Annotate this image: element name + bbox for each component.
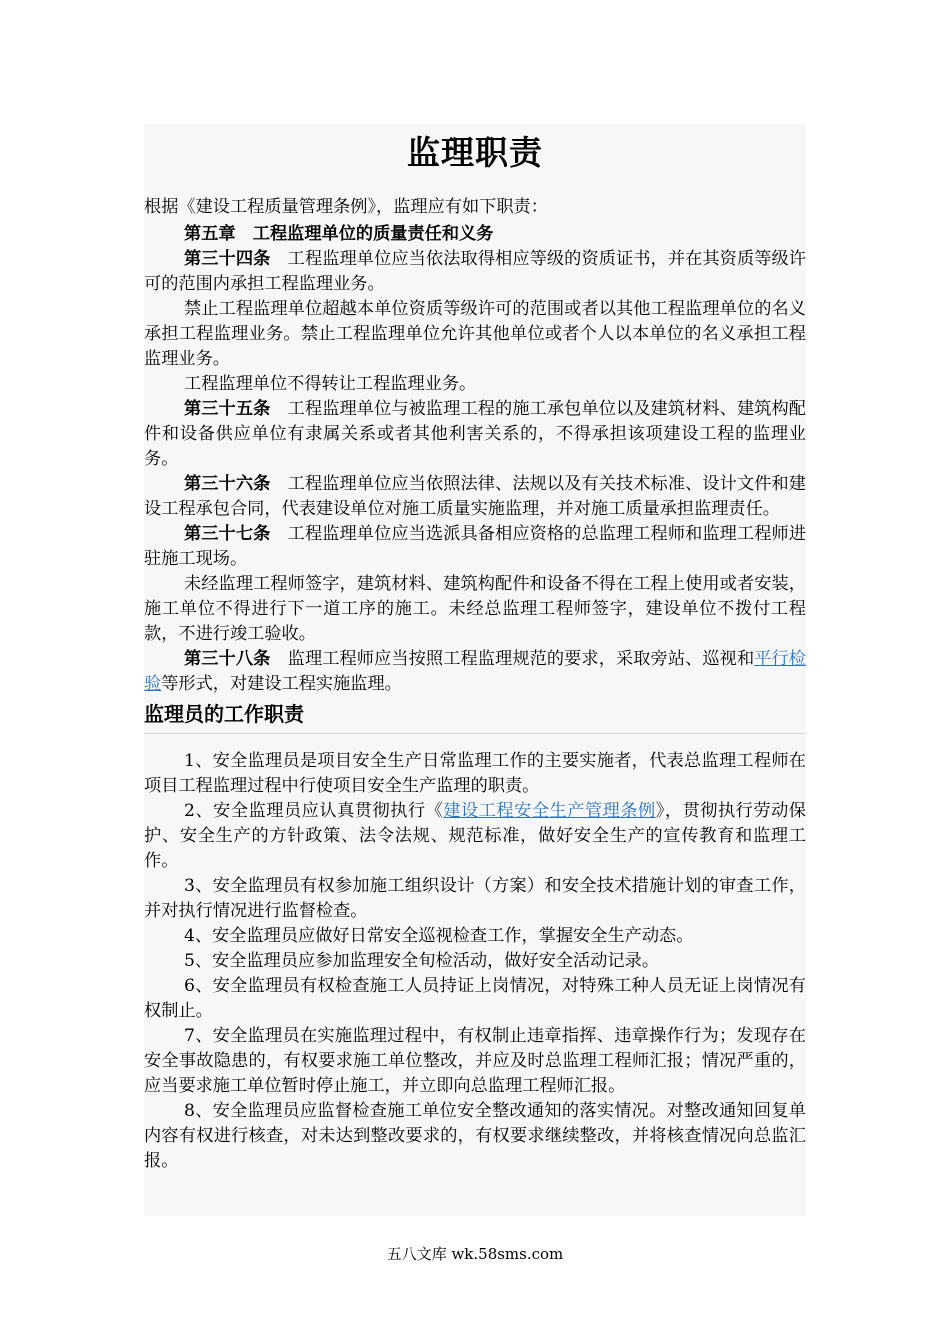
article-38-text-a: 监理工程师应当按照工程监理规范的要求，采取旁站、巡视和	[270, 649, 755, 669]
footer-watermark: 五八文库 wk.58sms.com	[386, 1245, 564, 1263]
safety-regulation-link[interactable]: 建设工程安全生产管理条例	[443, 801, 656, 821]
list-item	[144, 799, 806, 874]
list-item: 5、安全监理员应参加监理安全旬检活动，做好安全活动记录。	[184, 951, 660, 971]
article-36	[144, 472, 806, 522]
page-title: 监理职责	[407, 133, 543, 172]
list-item: 3、安全监理员有权参加施工组织设计（方案）和安全技术措施计划的审查工作，并对执行情况进行监督检查。	[144, 876, 806, 921]
article-36-label: 第三十六条	[184, 474, 271, 494]
list-item: 8、安全监理员应监督检查施工单位安全整改通知的落实情况。对整改通知回复单内容有权进行核查，对未达到整改要求的，有权要求继续整改，并将核查情况向总监汇报。	[144, 1101, 806, 1171]
article-34	[144, 247, 806, 297]
article-36-text: 工程监理单位应当依照法律、法规以及有关技术标准、设计文件和建设工程承包合同，代表建设单位对施工质量实施监理，并对施工质量承担监理责任。	[144, 474, 806, 519]
parallel-inspection-link[interactable]: 平行检验	[144, 649, 806, 694]
article-37-paragraph-2: 未经监理工程师签字，建筑材料、建筑构配件和设备不得在工程上使用或者安装，施工单位不得进行下一道工序的施工。未经总监理工程师签字，建设单位不拨付工程款，不进行竣工验收。	[144, 574, 806, 644]
list-item: 6、安全监理员有权检查施工人员持证上岗情况，对特殊工种人员无证上岗情况有权制止。	[144, 976, 806, 1021]
article-38	[144, 647, 806, 697]
list-item-text-b: 》，贯彻执行劳动保护、安全生产的方针政策、法令法规、规范标准，做好安全生产的宣传教育和监理工作。	[144, 801, 806, 871]
list-item-text-a: 2、安全监理员应认真贯彻执行《	[184, 801, 444, 821]
article-38-text-b: 等形式，对建设工程实施监理。	[161, 674, 402, 694]
article-34-paragraph-3: 工程监理单位不得转让工程监理业务。	[184, 374, 477, 394]
article-37-label: 第三十七条	[184, 524, 271, 544]
article-34-text: 工程监理单位应当依法取得相应等级的资质证书，并在其资质等级许可的范围内承担工程监理业务。	[144, 249, 806, 294]
intro-paragraph: 根据《建设工程质量管理条例》，监理应有如下职责：	[144, 197, 548, 217]
list-item: 7、安全监理员在实施监理过程中，有权制止违章指挥、违章操作行为；发现存在安全事故隐患的，有权要求施工单位整改，并应及时总监理工程师汇报；情况严重的，应当要求施工单位暂时停止施工，并立即向总监理工程师汇报。	[144, 1026, 806, 1096]
duties-list	[144, 749, 806, 1174]
article-37-text: 工程监理单位应当选派具备相应资格的总监理工程师和监理工程师进驻施工现场。	[144, 524, 806, 569]
article-35-text: 工程监理单位与被监理工程的施工承包单位以及建筑材料、建筑构配件和设备供应单位有隶属关系或者其他利害关系的，不得承担该项建设工程的监理业务。	[144, 399, 806, 469]
article-37	[144, 522, 806, 572]
article-35	[144, 397, 806, 472]
list-item: 1、安全监理员是项目安全生产日常监理工作的主要实施者，代表总监理工程师在项目工程监理过程中行使项目安全生产监理的职责。	[144, 751, 806, 796]
document-page	[144, 124, 806, 1216]
section-heading: 监理员的工作职责	[144, 702, 806, 734]
article-38-label: 第三十八条	[184, 649, 271, 669]
list-item: 4、安全监理员应做好日常安全巡视检查工作，掌握安全生产动态。	[184, 926, 694, 946]
article-35-label: 第三十五条	[184, 399, 271, 419]
article-34-label: 第三十四条	[184, 249, 271, 269]
document-body	[144, 182, 806, 1174]
article-34-paragraph-2: 禁止工程监理单位超越本单位资质等级许可的范围或者以其他工程监理单位的名义承担工程监理业务。禁止工程监理单位允许其他单位或者个人以本单位的名义承担工程监理业务。	[144, 299, 806, 369]
chapter-heading: 第五章 工程监理单位的质量责任和义务	[184, 224, 494, 244]
